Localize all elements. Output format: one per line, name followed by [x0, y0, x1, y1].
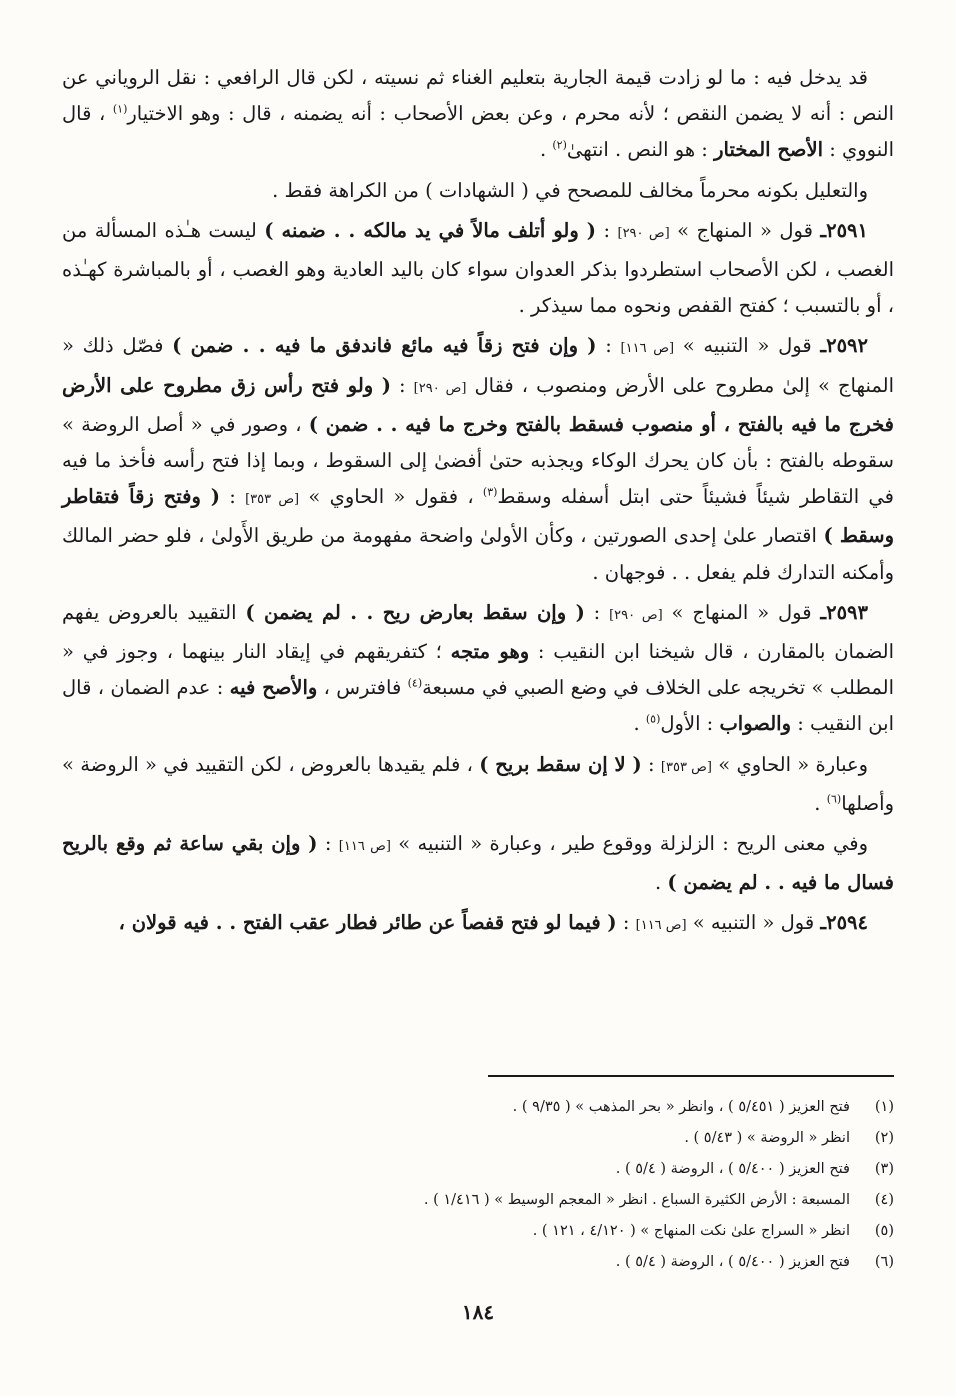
- footnote: [74, 1247, 894, 1278]
- text-run: .: [539, 138, 553, 162]
- text-run: ؛ كتفريقهم في إيقاد النار بينهما ، وجوز في « المطلب » تخريجه على الخلاف في وضع الصبي في مسبعة: [62, 640, 894, 700]
- text-run: قول « التنبيه »: [674, 334, 821, 358]
- footnote-ref: (١): [112, 102, 128, 116]
- paragraph: [62, 905, 894, 944]
- quoted-text: ( وفتح زقاً فتقاطر وسقط ): [62, 485, 894, 548]
- footnote-number: (٤): [874, 1192, 894, 1208]
- main-text: [62, 60, 894, 945]
- footnote: [74, 1154, 894, 1185]
- paragraph: [62, 213, 894, 325]
- text-run: ، وصور في « أصل الروضة » سقوطه بالفتح : بأن كان يحرك الوكاء ويجذبه حتىٰ أفضىٰ إلى السقوط ، وبما إذا فتح رأسه فأخذ ما فيه في التقاطر شيئاً فشيئاً حتى ابتل أسفله وسقط: [62, 412, 895, 509]
- text-run: فافترس ،: [317, 676, 408, 700]
- footnote-ref: (٢): [552, 138, 567, 152]
- quoted-text: ( وإن بقي ساعة ثم وقع بالريح فسال ما فيه . . لم يضمن ): [62, 832, 894, 895]
- footnote-ref: (٥): [645, 712, 661, 726]
- paragraph: [62, 826, 894, 901]
- page-number: ١٨٤: [461, 1300, 495, 1324]
- footnote-number: (٢): [874, 1130, 894, 1146]
- footnote-number: (٦): [874, 1254, 894, 1270]
- footnote-number: (٣): [874, 1161, 894, 1177]
- paragraph: [62, 595, 894, 743]
- footnote-text: انظر « السراج علىٰ نكت المنهاج » ( ٤/١٢٠ ، ١٢١ ) .: [532, 1223, 850, 1239]
- footnote-ref: (٤): [407, 676, 423, 690]
- footnote-text: فتح العزيز ( ٥/٤٠٠ ) ، الروضة ( ٥/٤ ) .: [615, 1254, 850, 1270]
- footnote: [74, 1092, 894, 1123]
- text-run: :: [391, 373, 414, 397]
- text-run: التقييد بالعروض يفهم الضمان بالمقارن ، قال شيخنا ابن النقيب :: [62, 600, 895, 664]
- quoted-text: ( ولو أتلف مالاً في يد مالكه . . ضمنه ): [264, 218, 597, 242]
- quoted-text: ( لا إن سقط بريح ): [479, 752, 642, 776]
- paragraph: [62, 328, 894, 590]
- footnote-text: فتح العزيز ( ٥/٤٠٠ ) ، الروضة ( ٥/٤ ) .: [615, 1161, 850, 1177]
- entry-number: ٢٥٩٢ـ: [820, 334, 868, 358]
- page-ref: [ص ١١٦]: [620, 341, 675, 357]
- text-run: :: [596, 334, 621, 358]
- page-ref: [ص ٣٥٣]: [245, 492, 300, 508]
- footnote-divider: [488, 1075, 894, 1077]
- footnotes: [74, 1092, 894, 1278]
- footnote-text: المسبعة : الأرض الكثيرة السباع . انظر « المعجم الوسيط » ( ١/٤١٦ ) .: [423, 1192, 850, 1208]
- text-run: قول « التنبيه »: [686, 911, 821, 935]
- text-run: اقتصار علىٰ إحدى الصورتين ، وكأن الأولىٰ واضحة مفهومة من طريق الأَولىٰ ، فلو حضر المالك وأمكنه التدارك فلم يفعل . . فوجهان .: [62, 524, 894, 584]
- entry-number: ٢٥٩١ـ: [820, 218, 868, 242]
- footnote-text: فتح العزيز ( ٥/٤٥١ ) ، وانظر « بحر المذهب » ( ٩/٣٥ ) .: [512, 1099, 850, 1115]
- text-run: ، قال النووي :: [62, 102, 894, 162]
- paragraph: [62, 173, 894, 209]
- footnote: [74, 1185, 894, 1216]
- text-run: ليست هـٰذه المسألة من الغصب ، لكن الأصحاب استطردوا بذكر العدوان سواء كان باليد العادية وهو الغصب ، أو بالمباشرة كهـٰذه ، أو بالتسبب ؛ كفتح القفص ونحوه مما سيذكر .: [62, 218, 894, 318]
- footnote: [74, 1123, 894, 1154]
- text-run: : هو النص . انتهىٰ: [566, 138, 715, 162]
- text-run: .: [633, 712, 646, 736]
- text-run: :: [641, 752, 661, 776]
- quoted-text: وهو متجه: [450, 640, 530, 664]
- text-run: .: [814, 791, 827, 815]
- footnote-number: (٥): [874, 1223, 894, 1239]
- quoted-text: ( وإن فتح زقاً فيه مائع فاندفق ما فيه . . ضمن ): [172, 334, 597, 358]
- footnote: [74, 1216, 894, 1247]
- text-run: وعبارة « الحاوي »: [711, 752, 869, 776]
- quoted-text: ( فيما لو فتح قفصاً عن طائر فطار عقب الفتح . . فيه قولان ،: [118, 911, 617, 935]
- quoted-text: والصواب: [719, 712, 791, 736]
- text-run: ، فقول « الحاوي »: [299, 485, 483, 509]
- text-run: :: [616, 911, 636, 935]
- paragraph: [62, 747, 894, 822]
- text-run: قول « المنهاج »: [662, 600, 821, 624]
- page-ref: [ص ٢٩٠]: [413, 380, 467, 396]
- text-run: قول « المنهاج »: [669, 218, 821, 242]
- text-run: : عدم الضمان ، قال ابن النقيب :: [62, 676, 894, 736]
- page-ref: [ص ١١٦]: [635, 918, 687, 934]
- page-ref: [ص ٣٥٣]: [660, 759, 712, 775]
- text-run: وفي معنى الريح : الزلزلة ووقوع طير ، وعبارة « التنبيه »: [390, 832, 869, 856]
- footnote-text: انظر « الروضة » ( ٥/٤٣ ) .: [684, 1130, 850, 1146]
- paragraph: [62, 60, 894, 169]
- text-run: قد يدخل فيه : ما لو زادت قيمة الجارية بتعليم الغناء ثم نسيته ، لكن قال الرافعي : نقل الروياني عن النص : أنه لا يضمن النقص ؛ لأنه محرم ، وعن بعض الأصحاب : أنه يضمنه ، قال : وهو الاختيار: [62, 66, 894, 126]
- entry-number: ٢٥٩٣ـ: [820, 600, 869, 624]
- text-run: فصّل ذلك « المنهاج » إلىٰ مطروح على الأرض ومنصوب ، فقال: [62, 334, 894, 397]
- text-run: :: [596, 218, 618, 242]
- text-run: :: [317, 832, 339, 856]
- text-run: ، فلم يقيدها بالعروض ، لكن التقييد في « الروضة » وأصلها: [62, 752, 894, 815]
- text-run: :: [219, 485, 246, 509]
- footnote-ref: (٦): [826, 792, 842, 806]
- quoted-text: ( وإن سقط بعارض ريح . . لم يضمن ): [245, 600, 585, 624]
- entry-number: ٢٥٩٤ـ: [820, 911, 868, 935]
- footnote-ref: (٣): [482, 485, 498, 499]
- text-run: :: [584, 600, 610, 624]
- text-run: والتعليل بكونه محرماً مخالف للمصحح في ( الشهادات ) من الكراهة فقط .: [272, 178, 868, 202]
- page-ref: [ص ٢٩٠]: [617, 225, 670, 241]
- text-run: .: [655, 871, 668, 895]
- text-run: : الأول: [660, 712, 720, 736]
- quoted-text: والأصح فيه: [229, 676, 318, 700]
- page-ref: [ص ٢٩٠]: [609, 607, 663, 623]
- footnote-number: (١): [874, 1099, 894, 1115]
- quoted-text: الأصح المختار: [714, 138, 824, 162]
- page-ref: [ص ١١٦]: [338, 839, 391, 855]
- quoted-text: ( ولو فتح رأس زق مطروح على الأرض فخرج ما فيه بالفتح ، أو منصوب فسقط بالفتح وخرج ما فيه . . ضمن ): [62, 373, 894, 436]
